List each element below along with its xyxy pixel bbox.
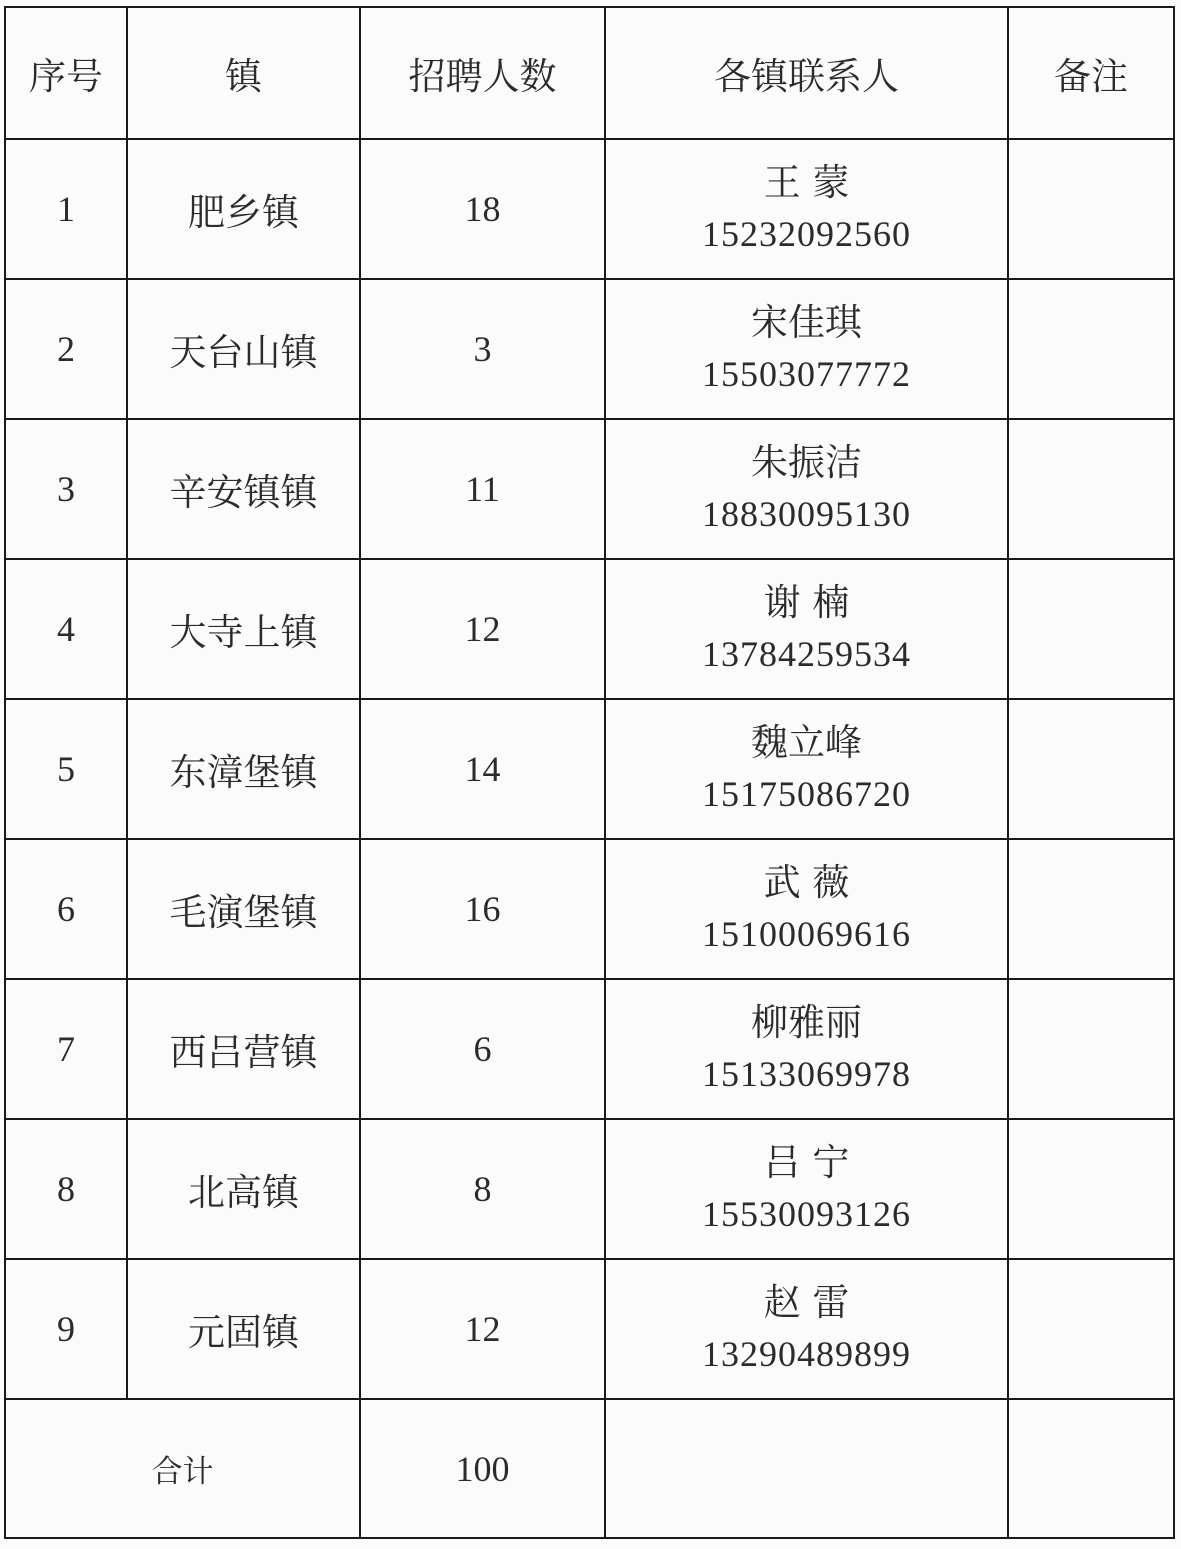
row-index: 9 — [5, 1259, 127, 1399]
contact-phone: 15100069616 — [702, 914, 911, 954]
row-remark — [1008, 279, 1174, 419]
row-contact — [605, 839, 1008, 979]
row-remark — [1008, 839, 1174, 979]
contact-name: 赵 雷 — [763, 1281, 850, 1324]
row-remark — [1008, 1119, 1174, 1259]
row-town: 天台山镇 — [127, 279, 360, 419]
row-count: 11 — [360, 419, 605, 559]
contact-phone: 15530093126 — [702, 1194, 911, 1234]
total-row — [5, 1399, 1174, 1538]
contact-phone: 15175086720 — [702, 774, 911, 814]
table-row — [5, 699, 1174, 839]
row-remark — [1008, 979, 1174, 1119]
row-index: 7 — [5, 979, 127, 1119]
header-count: 招聘人数 — [360, 7, 605, 139]
row-index: 8 — [5, 1119, 127, 1259]
row-town: 大寺上镇 — [127, 559, 360, 699]
row-count: 3 — [360, 279, 605, 419]
table-row — [5, 419, 1174, 559]
row-remark — [1008, 139, 1174, 279]
total-count: 100 — [360, 1399, 605, 1538]
total-remark-cell — [1008, 1399, 1174, 1538]
row-contact — [605, 419, 1008, 559]
header-town: 镇 — [127, 7, 360, 139]
row-remark — [1008, 559, 1174, 699]
row-index: 4 — [5, 559, 127, 699]
header-row — [5, 7, 1174, 139]
row-town: 北高镇 — [127, 1119, 360, 1259]
row-index: 2 — [5, 279, 127, 419]
row-remark — [1008, 419, 1174, 559]
contact-name: 魏立峰 — [751, 721, 862, 764]
row-contact — [605, 699, 1008, 839]
table-row — [5, 279, 1174, 419]
table-header — [5, 7, 1174, 139]
contact-name: 吕 宁 — [763, 1141, 850, 1184]
row-contact — [605, 1119, 1008, 1259]
recruitment-table — [4, 6, 1175, 1539]
row-index: 5 — [5, 699, 127, 839]
row-town: 肥乡镇 — [127, 139, 360, 279]
row-town: 西吕营镇 — [127, 979, 360, 1119]
header-remark: 备注 — [1008, 7, 1174, 139]
row-index: 3 — [5, 419, 127, 559]
row-contact — [605, 979, 1008, 1119]
table-row — [5, 1119, 1174, 1259]
row-contact — [605, 279, 1008, 419]
header-contact: 各镇联系人 — [605, 7, 1008, 139]
contact-name: 武 薇 — [763, 861, 850, 904]
contact-name: 朱振洁 — [751, 441, 862, 484]
total-label: 合计 — [5, 1399, 360, 1538]
row-count: 12 — [360, 559, 605, 699]
contact-name: 王 蒙 — [763, 161, 850, 204]
contact-name: 柳雅丽 — [751, 1001, 862, 1044]
row-count: 16 — [360, 839, 605, 979]
table-row — [5, 839, 1174, 979]
row-remark — [1008, 699, 1174, 839]
table-row — [5, 139, 1174, 279]
row-count: 18 — [360, 139, 605, 279]
contact-name: 宋佳琪 — [751, 301, 862, 344]
row-town: 辛安镇镇 — [127, 419, 360, 559]
table-row — [5, 559, 1174, 699]
header-index: 序号 — [5, 7, 127, 139]
total-contact-cell — [605, 1399, 1008, 1538]
row-town: 元固镇 — [127, 1259, 360, 1399]
row-count: 6 — [360, 979, 605, 1119]
row-contact — [605, 1259, 1008, 1399]
row-count: 14 — [360, 699, 605, 839]
row-count: 12 — [360, 1259, 605, 1399]
table-body — [5, 139, 1174, 1399]
contact-phone: 13290489899 — [702, 1334, 911, 1374]
row-contact — [605, 139, 1008, 279]
contact-phone: 13784259534 — [702, 634, 911, 674]
row-town: 毛演堡镇 — [127, 839, 360, 979]
row-count: 8 — [360, 1119, 605, 1259]
contact-phone: 18830095130 — [702, 494, 911, 534]
table-row — [5, 979, 1174, 1119]
row-town: 东漳堡镇 — [127, 699, 360, 839]
table-row — [5, 1259, 1174, 1399]
row-index: 1 — [5, 139, 127, 279]
row-contact — [605, 559, 1008, 699]
contact-name: 谢 楠 — [763, 581, 850, 624]
row-index: 6 — [5, 839, 127, 979]
contact-phone: 15232092560 — [702, 214, 911, 254]
table-footer — [5, 1399, 1174, 1538]
contact-phone: 15503077772 — [702, 354, 911, 394]
contact-phone: 15133069978 — [702, 1054, 911, 1094]
row-remark — [1008, 1259, 1174, 1399]
